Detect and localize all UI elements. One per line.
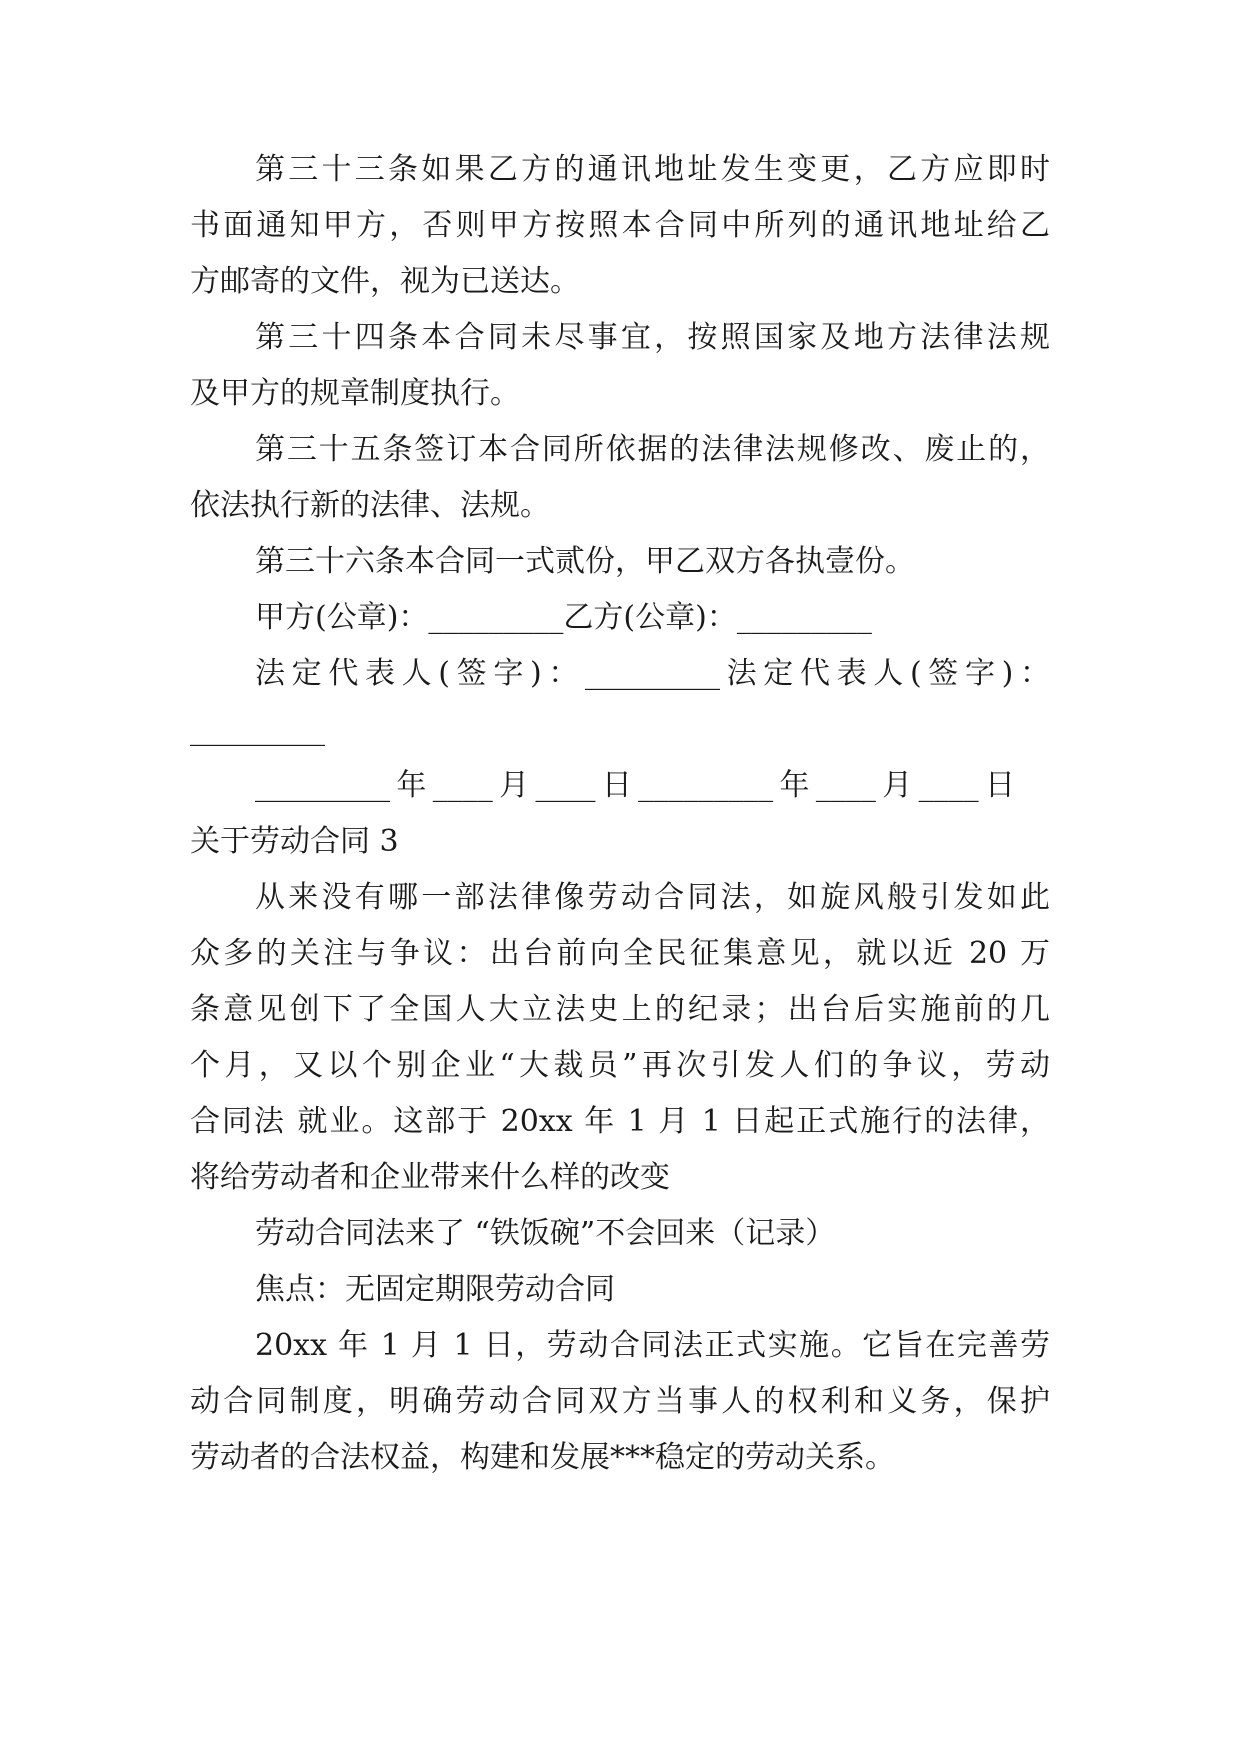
- paragraph-line: 合同法 就业。这部于 20xx 年 1 月 1 日起正式施行的法律，: [190, 1104, 1050, 1139]
- section-heading: 关于劳动合同 3: [190, 824, 399, 859]
- date-line: _________年____月____日_________年____月____日: [255, 768, 1015, 803]
- paragraph-line: 从来没有哪一部法律像劳动合同法，如旋风般引发如此: [255, 880, 1050, 915]
- paragraph-line: 20xx 年 1 月 1 日，劳动合同法正式实施。它旨在完善劳: [255, 1328, 1050, 1363]
- paragraph-line: 将给劳动者和企业带来什么样的改变: [190, 1160, 670, 1195]
- paragraph-line: 第三十四条本合同未尽事宜，按照国家及地方法律法规: [255, 320, 1050, 355]
- paragraph-line: 及甲方的规章制度执行。: [190, 376, 520, 411]
- paragraph-line: 条意见创下了全国人大立法史上的纪录；出台后实施前的几: [190, 992, 1050, 1027]
- paragraph-line: 焦点：无固定期限劳动合同: [255, 1272, 615, 1307]
- signature-line-representative: 法定代表人(签字)：_________法定代表人(签字)：: [255, 656, 1050, 691]
- paragraph-line: 第三十三条如果乙方的通讯地址发生变更，乙方应即时: [255, 152, 1050, 187]
- paragraph-line: 书面通知甲方，否则甲方按照本合同中所列的通讯地址给乙: [190, 208, 1050, 243]
- paragraph-line: 众多的关注与争议：出台前向全民征集意见，就以近 20 万: [190, 936, 1050, 971]
- paragraph-line: 第三十五条签订本合同所依据的法律法规修改、废止的，: [255, 432, 1050, 467]
- paragraph-line: 第三十六条本合同一式贰份，甲乙双方各执壹份。: [255, 544, 915, 579]
- signature-blank: _________: [190, 712, 325, 747]
- paragraph-line: 劳动者的合法权益，构建和发展***稳定的劳动关系。: [190, 1440, 895, 1475]
- paragraph-line: 个月，又以个别企业“大裁员”再次引发人们的争议，劳动: [190, 1048, 1050, 1083]
- paragraph-line: 依法执行新的法律、法规。: [190, 488, 550, 523]
- paragraph-line: 劳动合同法来了 “铁饭碗”不会回来（记录）: [255, 1216, 836, 1251]
- paragraph-line: 方邮寄的文件，视为已送达。: [190, 264, 580, 299]
- signature-line-seal: 甲方(公章)：_________乙方(公章)：_________: [255, 600, 872, 635]
- paragraph-line: 动合同制度，明确劳动合同双方当事人的权利和义务，保护: [190, 1384, 1050, 1419]
